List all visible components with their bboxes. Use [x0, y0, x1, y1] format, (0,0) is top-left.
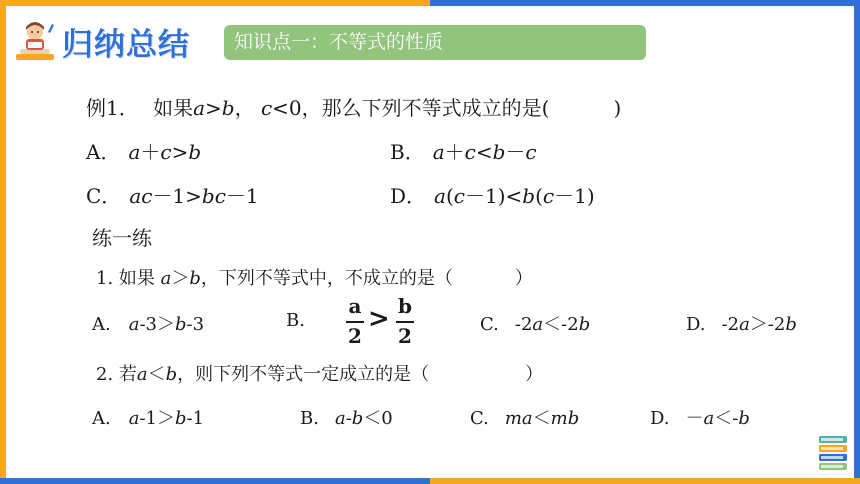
practice-q2-option-c: C. ma＜mb — [470, 408, 580, 429]
practice-q1-option-d: D. -2a＞-2b — [686, 314, 797, 335]
example-option-d: D． a(c－1)<b(c－1) — [390, 184, 595, 208]
practice-q2-option-d: D. －a＜-b — [650, 408, 750, 429]
practice-q1-option-b-fraction — [346, 292, 426, 352]
frame-left-bar — [0, 0, 6, 484]
topic-pill: 知识点一：不等式的性质 — [224, 25, 646, 60]
practice-q1-stem: 1. 如果 a＞b，下列不等式中，不成立的是（ ） — [96, 268, 533, 289]
practice-q2-option-b: B. a-b＜0 — [300, 408, 393, 429]
fraction-numerator-left: a — [348, 294, 362, 318]
fraction-bar-left — [346, 321, 364, 323]
practice-q2-stem: 2. 若a＜b，则下列不等式一定成立的是（ ） — [96, 364, 544, 385]
header-title: 归纳总结 — [62, 26, 190, 63]
example-option-b: B． a＋c<b－c — [390, 140, 537, 164]
fraction-numerator-right: b — [398, 294, 412, 318]
frame-bottom-right-bar — [430, 478, 860, 484]
section-header — [12, 18, 190, 64]
reading-student-icon — [12, 18, 58, 64]
frame-right-bar — [854, 0, 860, 484]
example-stem: 例1． 如果a>b， c<0，那么下列不等式成立的是( ) — [86, 96, 622, 120]
practice-q1-option-c: C. -2a＜-2b — [480, 314, 591, 335]
fraction-bar-right — [396, 321, 414, 323]
frame-top-right-bar — [430, 0, 860, 6]
example-option-c: C． ac－1>bc－1 — [86, 184, 259, 208]
example-option-a: A． a＋c>b — [86, 140, 202, 164]
practice-q2-option-a: A. a-1＞b-1 — [92, 408, 205, 429]
fraction-comparison-sign: > — [368, 304, 390, 334]
example-label: 例1． — [86, 96, 139, 120]
fraction-denominator-right: 2 — [398, 324, 412, 348]
fraction-denominator-left: 2 — [348, 324, 362, 348]
practice-heading: 练一练 — [92, 226, 152, 250]
book-stack-icon — [818, 434, 848, 472]
frame-bottom-left-bar — [0, 478, 430, 484]
practice-q1-option-b-letter: B. — [286, 310, 305, 331]
frame-top-left-bar — [0, 0, 430, 6]
practice-q1-option-a: A. a-3＞b-3 — [92, 314, 205, 335]
